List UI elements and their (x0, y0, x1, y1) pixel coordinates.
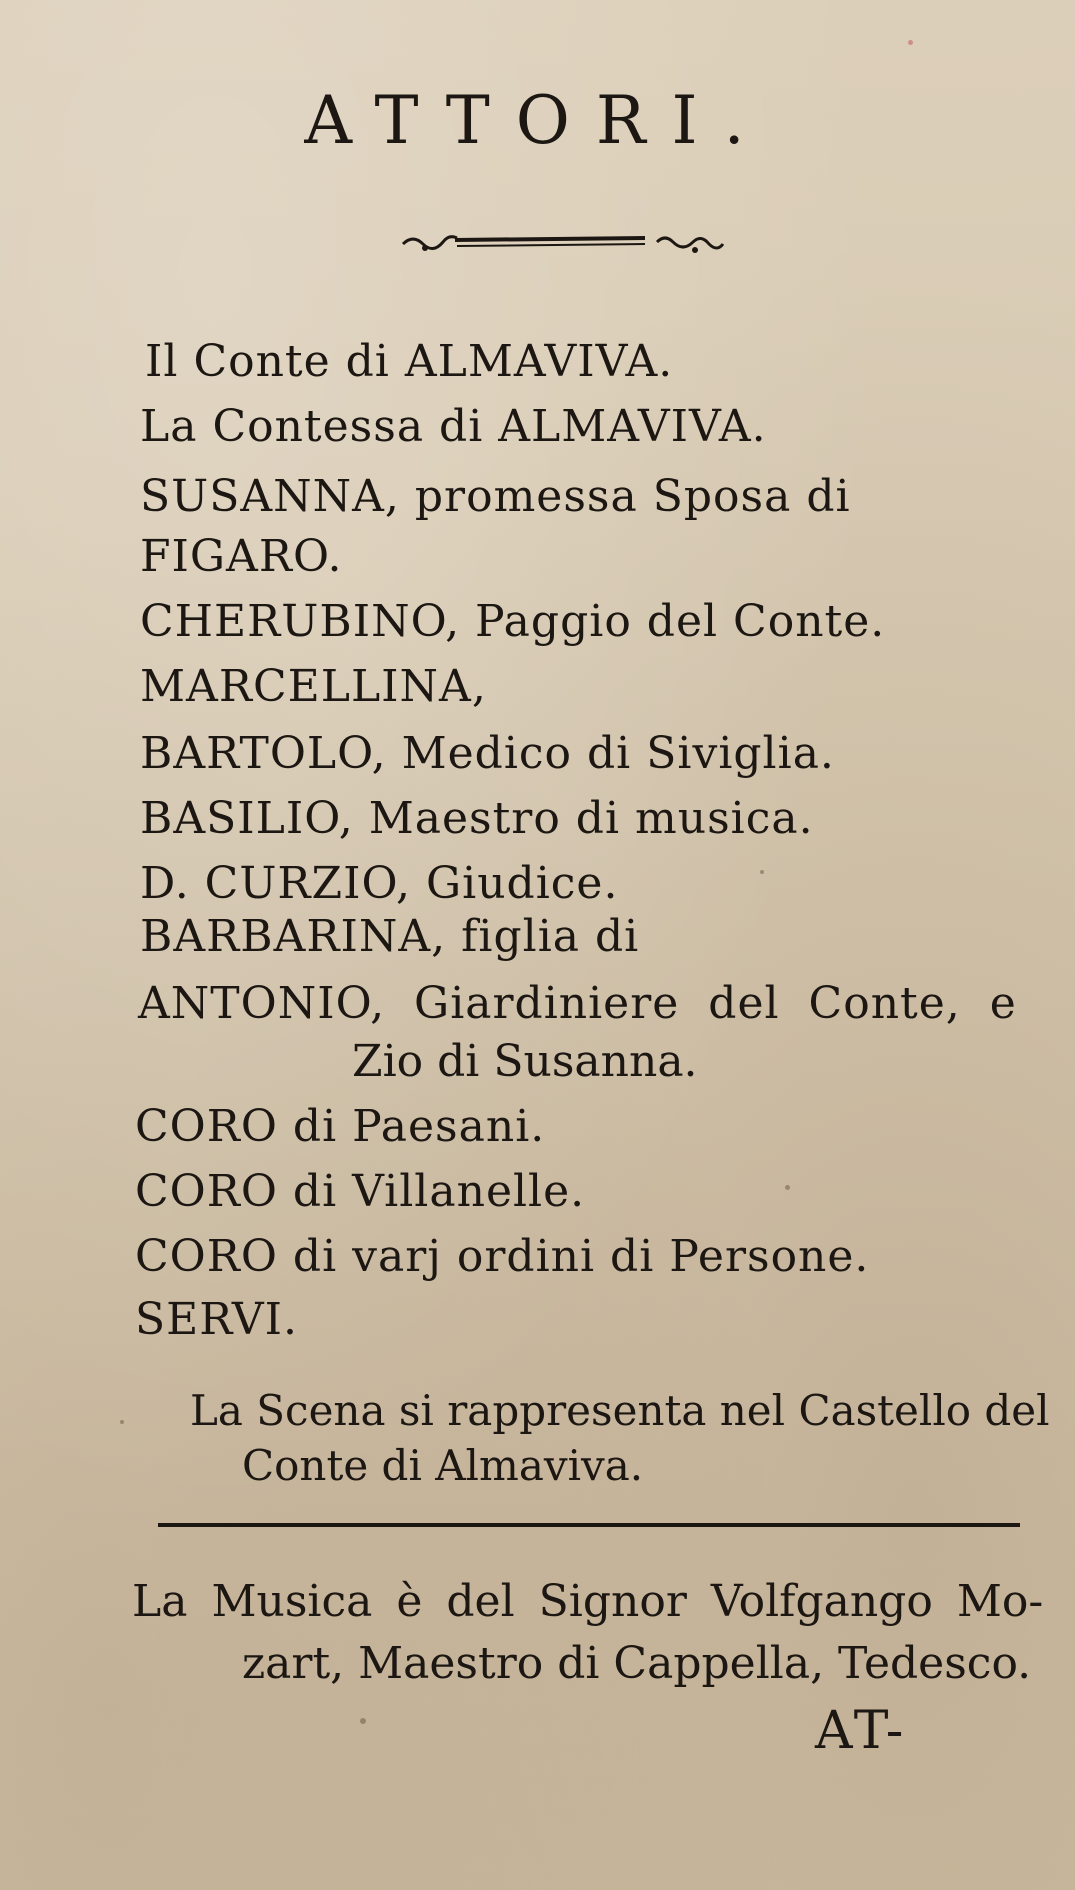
cast-entry: FIGARO. (140, 531, 343, 582)
cast-entry: La Contessa di ALMAVIVA. (140, 401, 767, 452)
cast-entry: BARTOLO, Medico di Siviglia. (140, 728, 835, 779)
scene-note-continued: Conte di Almaviva. (242, 1441, 644, 1490)
cast-entry: MARCELLINA, (140, 661, 487, 712)
cast-entry: CORO di varj ordini di Persone. (135, 1231, 870, 1282)
paper-speck (360, 1718, 366, 1724)
cast-entry-continued: Zio di Susanna. (352, 1036, 698, 1087)
cast-entry: ANTONIO, Giardiniere del Conte, e (138, 978, 1017, 1029)
scene-note: La Scena si rappresenta nel Castello del (190, 1386, 1050, 1435)
cast-entry: CORO di Paesani. (135, 1101, 546, 1152)
music-credit-continued: zart, Maestro di Cappella, Tedesco. (242, 1638, 1032, 1689)
paper-speck (785, 1185, 790, 1190)
horizontal-rule (158, 1523, 1020, 1529)
cast-entry: Il Conte di ALMAVIVA. (145, 336, 674, 387)
cast-entry: SERVI. (135, 1294, 298, 1345)
paper-speck (120, 1420, 124, 1424)
paper-speck (760, 870, 764, 874)
catchword: AT- (815, 1701, 908, 1761)
cast-entry: D. CURZIO, Giudice. (140, 858, 619, 909)
cast-entry: CHERUBINO, Paggio del Conte. (140, 596, 886, 647)
cast-entry: BARBARINA, figlia di (140, 911, 640, 962)
cast-entry: SUSANNA, promessa Sposa di (140, 471, 851, 522)
music-credit: La Musica è del Signor Volfgango Mo- (132, 1576, 1044, 1627)
cast-entry: BASILIO, Maestro di musica. (140, 793, 814, 844)
paper-speck (908, 40, 913, 45)
page-title: ATTORI. (304, 82, 771, 159)
cast-entry: CORO di Villanelle. (135, 1166, 586, 1217)
